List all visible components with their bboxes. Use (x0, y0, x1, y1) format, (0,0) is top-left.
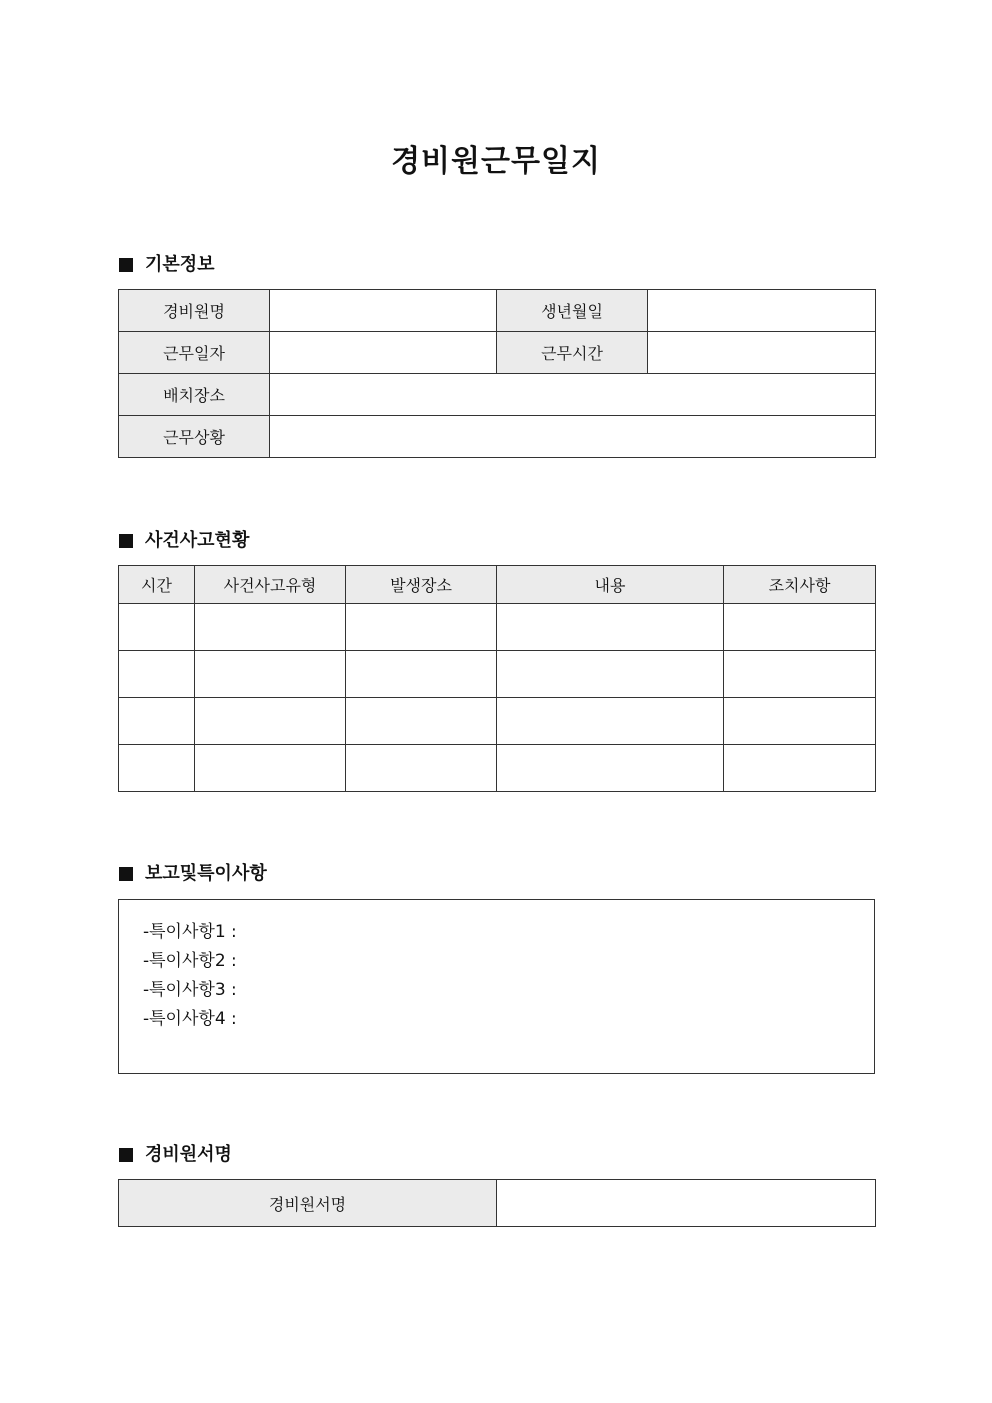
table-cell[interactable] (724, 698, 876, 745)
table-cell[interactable] (195, 651, 346, 698)
table-cell[interactable] (497, 604, 724, 651)
work-hours-label: 근무시간 (497, 332, 648, 374)
work-date-label: 근무일자 (119, 332, 270, 374)
table-header-row (119, 566, 876, 604)
signature-field[interactable] (497, 1180, 876, 1227)
table-cell[interactable] (195, 698, 346, 745)
guard-name-field[interactable] (270, 290, 497, 332)
table-cell[interactable] (119, 651, 195, 698)
table-cell[interactable] (724, 604, 876, 651)
list-item: -특이사항2 : (143, 951, 237, 971)
work-status-field[interactable] (270, 416, 876, 458)
section-heading-report (119, 862, 267, 886)
section-heading-basic-info (119, 253, 215, 277)
guard-name-label: 경비원명 (119, 290, 270, 332)
birth-date-field[interactable] (648, 290, 876, 332)
section-heading-incidents (119, 529, 249, 553)
table-cell[interactable] (497, 698, 724, 745)
square-bullet-icon (119, 1148, 133, 1162)
table-cell[interactable] (497, 651, 724, 698)
table-cell[interactable] (346, 698, 497, 745)
assigned-location-label: 배치장소 (119, 374, 270, 416)
table-cell[interactable] (195, 745, 346, 792)
page-title: 경비원근무일지 (391, 144, 601, 179)
work-status-label: 근무상황 (119, 416, 270, 458)
square-bullet-icon (119, 867, 133, 881)
work-hours-field[interactable] (648, 332, 876, 374)
table-cell[interactable] (724, 745, 876, 792)
table-cell[interactable] (119, 745, 195, 792)
table-cell[interactable] (119, 604, 195, 651)
list-item: -특이사항4 : (143, 1009, 237, 1029)
section-heading-signature (119, 1143, 232, 1167)
table-row (119, 290, 876, 332)
table-row (119, 332, 876, 374)
column-header-time: 시간 (119, 566, 195, 604)
column-header-content: 내용 (497, 566, 724, 604)
column-header-action: 조치사항 (724, 566, 876, 604)
table-cell[interactable] (497, 745, 724, 792)
work-date-field[interactable] (270, 332, 497, 374)
section-heading-label: 경비원서명 (145, 1144, 232, 1165)
birth-date-label: 생년월일 (497, 290, 648, 332)
report-notes-list (119, 900, 874, 1034)
incident-table (118, 565, 876, 792)
assigned-location-field[interactable] (270, 374, 876, 416)
square-bullet-icon (119, 258, 133, 272)
table-row (119, 374, 876, 416)
square-bullet-icon (119, 534, 133, 548)
table-cell[interactable] (346, 745, 497, 792)
list-item: -특이사항1 : (143, 922, 237, 942)
table-row (119, 1180, 876, 1227)
column-header-incident-type: 사건사고유형 (195, 566, 346, 604)
column-header-location: 발생장소 (346, 566, 497, 604)
signature-label: 경비원서명 (119, 1180, 497, 1227)
table-cell[interactable] (346, 604, 497, 651)
list-item: -특이사항3 : (143, 980, 237, 1000)
signature-table (118, 1179, 876, 1227)
table-row (119, 604, 876, 651)
table-cell[interactable] (195, 604, 346, 651)
table-cell[interactable] (346, 651, 497, 698)
section-heading-label: 기본정보 (145, 254, 215, 275)
table-row (119, 416, 876, 458)
section-heading-label: 사건사고현황 (145, 530, 250, 551)
table-row (119, 651, 876, 698)
table-cell[interactable] (724, 651, 876, 698)
section-heading-label: 보고및특이사항 (145, 863, 267, 884)
table-row (119, 745, 876, 792)
basic-info-table (118, 289, 876, 458)
table-row (119, 698, 876, 745)
table-cell[interactable] (119, 698, 195, 745)
report-notes-box[interactable] (118, 899, 875, 1074)
